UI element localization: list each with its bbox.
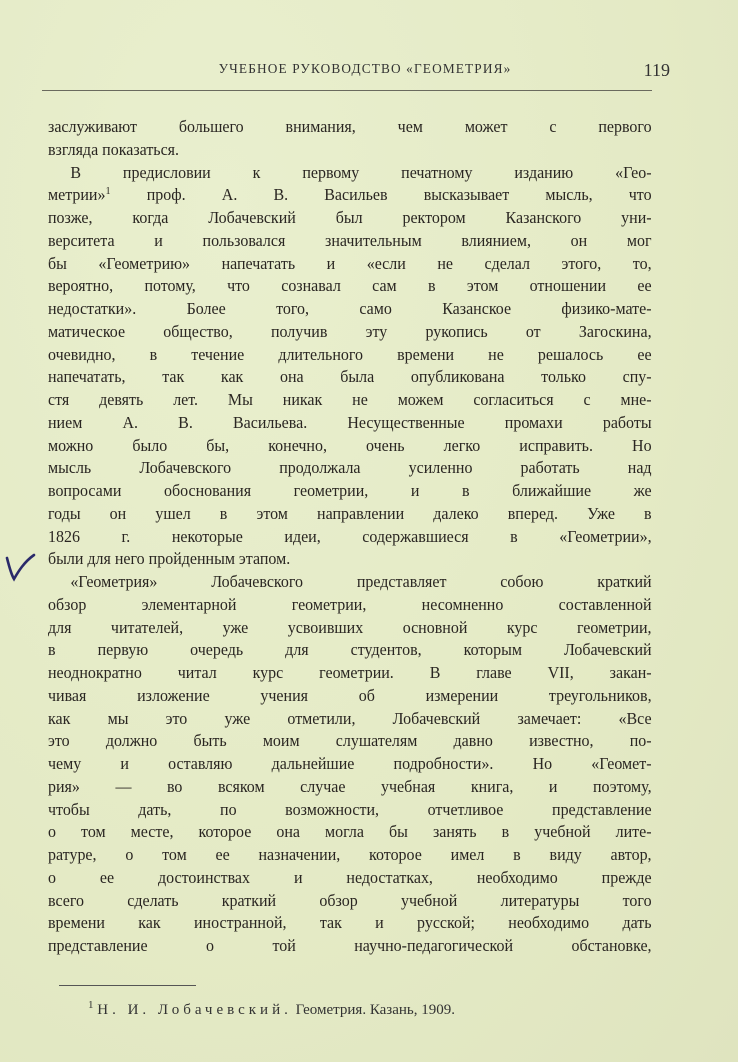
footnote-text: Геометрия. Казань, 1909.: [295, 1002, 455, 1018]
header-rule: [42, 90, 652, 91]
text-line: можно было бы, конечно, очень легко исправить. Но: [48, 435, 652, 455]
text-line: напечатать, так как она была опубликована только спу-: [48, 367, 652, 387]
running-title: УЧЕБНОЕ РУКОВОДСТВО «ГЕОМЕТРИЯ»: [218, 62, 512, 77]
text-line: о том месте, которое она могла бы занять в учебной лите-: [48, 822, 652, 842]
text-line: чивая изложение учения об измерении треугольников,: [48, 685, 652, 705]
text-line: времени как иностранной, так и русской; необходимо дать: [48, 913, 652, 933]
text-line: стя девять лет. Мы никак не можем согласиться с мне-: [48, 390, 652, 409]
text-line: матическое общество, получив эту рукопись от Загоскина,: [48, 321, 652, 341]
handwritten-checkmark-icon: [4, 552, 38, 582]
text-line: годы он ушел в этом направлении далеко вперед. Уже в: [48, 503, 652, 523]
footnote-author: Н. И. Лобачевский.: [97, 1002, 292, 1018]
text-line: верситета и пользовался значительным влиянием, он мог: [48, 230, 652, 250]
text-line: представление о той научно-педагогической обстановке,: [48, 936, 652, 955]
text-line: вопросами обоснования геометрии, и в ближайшие же: [48, 481, 652, 500]
footnote-marker: 1: [88, 999, 94, 1011]
text-line: очевидно, в течение длительного времени не решалось ее: [48, 344, 652, 364]
text-line: 1826 г. некоторые идеи, содержавшиеся в «Геометрии»,: [48, 526, 652, 546]
text-line: нием А. В. Васильева. Несущественные промахи работы: [48, 412, 652, 432]
text-line: позже, когда Лобачевский был ректором Казанского уни-: [48, 208, 652, 227]
text-line: чему и оставляю дальнейшие подробности». Но «Геомет-: [48, 754, 652, 773]
page-number: 119: [643, 60, 670, 80]
paragraph-start: «Геометрия» Лобачевского представляет собою краткий: [70, 572, 652, 591]
text-line: всего сделать краткий обзор учебной литературы того: [48, 890, 652, 910]
text-line: о ее достоинствах и недостатках, необходимо прежде: [48, 867, 652, 887]
footnote: [88, 999, 455, 1019]
body-text: [48, 116, 652, 958]
paragraph-start: В предисловии к первому печатному изданию «Гео-: [70, 162, 652, 182]
footnote-reference[interactable]: 1: [105, 185, 111, 198]
text-line: неоднократно читал курс геометрии. В главе VII, закан-: [48, 663, 652, 682]
text-line: чтобы дать, по возможности, отчетливое представление: [48, 799, 652, 819]
text-line: рия» — во всяком случае учебная книга, и поэтому,: [48, 776, 652, 796]
text-line: бы «Геометрию» напечатать и «если не сделал этого, то,: [48, 253, 652, 273]
text-fragment: метрии»: [48, 185, 106, 205]
footnote-rule: [59, 985, 196, 986]
text-line: это должно быть моим слушателям давно известно, по-: [48, 731, 652, 751]
text-line: вероятно, потому, что сознавал сам в этом отношении ее: [48, 276, 652, 296]
text-line: для читателей, уже усвоивших основной курс геометрии,: [48, 617, 652, 637]
text-line: заслуживают большего внимания, чем может с первого: [48, 117, 652, 136]
text-line: взгляда показаться.: [48, 139, 180, 159]
text-line: как мы это уже отметили, Лобачевский замечает: «Все: [48, 708, 652, 728]
running-head: [60, 60, 670, 84]
text-line: недостатки». Более того, само Казанское физико-мате-: [48, 299, 652, 318]
text-line: были для него пройденным этапом.: [48, 549, 291, 569]
text-line: в первую очередь для студентов, которым Лобачевский: [48, 640, 652, 660]
text-line: обзор элементарной геометрии, несомненно составленной: [48, 594, 652, 614]
text-line: мысль Лобачевского продолжала усиленно работать над: [48, 458, 652, 478]
text-fragment: проф. А. В. Васильев высказывает мысль, что: [146, 185, 652, 205]
text-line: ратуре, о том ее назначении, которое имел в виду автор,: [48, 845, 652, 864]
text-line: [48, 184, 652, 207]
